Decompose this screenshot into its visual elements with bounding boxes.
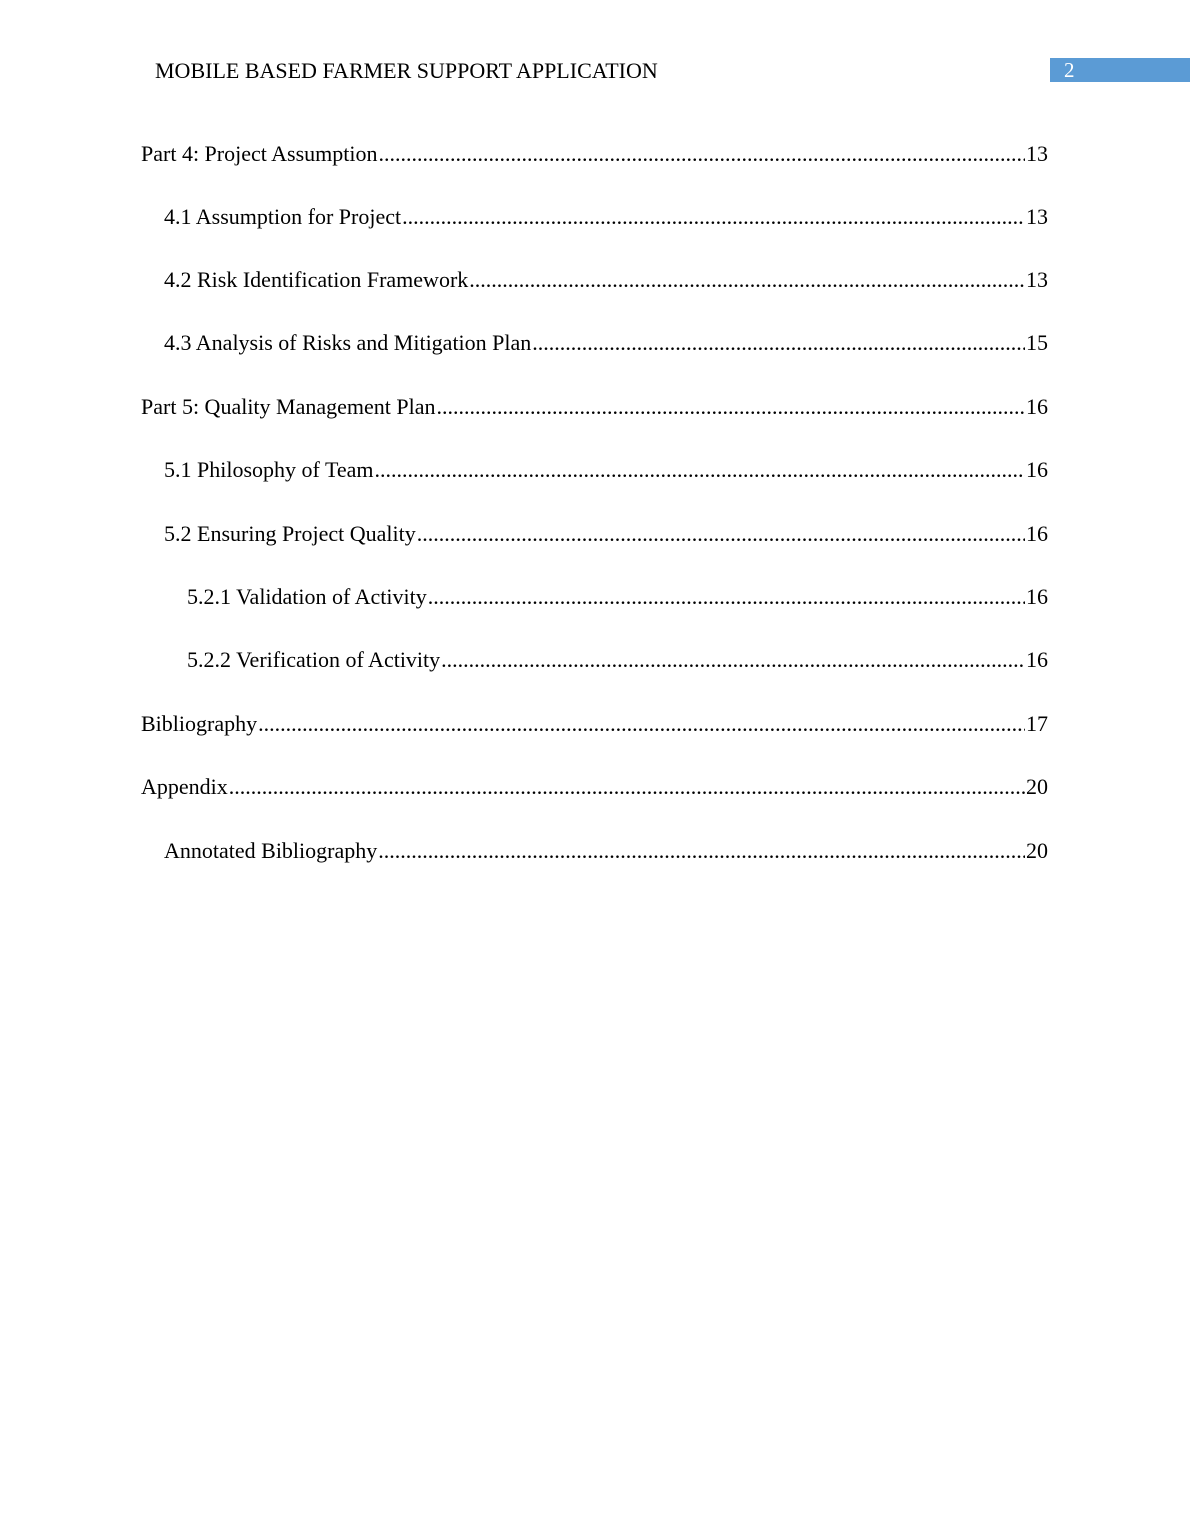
toc-dot-leader bbox=[437, 393, 1026, 421]
toc-dot-leader bbox=[402, 203, 1025, 231]
toc-entry-label: 5.2.1 Validation of Activity bbox=[187, 584, 427, 609]
toc-entry-page: 13 bbox=[1026, 204, 1048, 229]
page-number-badge bbox=[1050, 58, 1190, 82]
toc-dot-leader bbox=[417, 520, 1025, 548]
toc-dot-leader bbox=[441, 646, 1025, 674]
toc-entry-page: 13 bbox=[1026, 141, 1048, 166]
toc-entry-label: Part 5: Quality Management Plan bbox=[141, 394, 436, 419]
toc-entry-label: 4.2 Risk Identification Framework bbox=[164, 267, 469, 292]
toc-dot-leader bbox=[378, 837, 1025, 865]
toc-entry-page: 16 bbox=[1026, 647, 1048, 672]
toc-dot-leader bbox=[379, 140, 1026, 168]
toc-entry-page: 13 bbox=[1026, 267, 1048, 292]
toc-dot-leader bbox=[428, 583, 1025, 611]
toc-entry-label: Annotated Bibliography bbox=[164, 838, 378, 863]
toc-entry-page: 20 bbox=[1026, 838, 1048, 863]
toc-entry-page: 16 bbox=[1026, 584, 1048, 609]
page-number: 2 bbox=[1064, 58, 1075, 82]
toc-entry-label: Appendix bbox=[141, 774, 228, 799]
toc-entry[interactable] bbox=[164, 520, 1048, 548]
toc-entry[interactable] bbox=[141, 393, 1048, 421]
toc-entry-label: 4.1 Assumption for Project bbox=[164, 204, 402, 229]
toc-entry[interactable] bbox=[164, 456, 1048, 484]
toc-entry[interactable] bbox=[141, 140, 1048, 168]
toc-entry-page: 16 bbox=[1026, 521, 1048, 546]
toc-entry[interactable] bbox=[141, 773, 1048, 801]
toc-entry[interactable] bbox=[164, 837, 1048, 865]
toc-entry-label: 5.1 Philosophy of Team bbox=[164, 457, 374, 482]
toc-entry-page: 20 bbox=[1026, 774, 1048, 799]
toc-entry-label: 5.2 Ensuring Project Quality bbox=[164, 521, 416, 546]
toc-entry[interactable] bbox=[164, 329, 1048, 357]
toc-entry[interactable] bbox=[141, 710, 1048, 738]
toc-entry-page: 16 bbox=[1026, 394, 1048, 419]
toc-entry[interactable] bbox=[164, 203, 1048, 231]
toc-entry-label: 4.3 Analysis of Risks and Mitigation Plan bbox=[164, 330, 532, 355]
toc-dot-leader bbox=[258, 710, 1025, 738]
running-head: MOBILE BASED FARMER SUPPORT APPLICATION bbox=[155, 58, 658, 83]
toc-dot-leader bbox=[229, 773, 1025, 801]
toc-entry-page: 17 bbox=[1026, 711, 1048, 736]
toc-entry-page: 16 bbox=[1026, 457, 1048, 482]
toc-entry-label: 5.2.2 Verification of Activity bbox=[187, 647, 441, 672]
toc-entry[interactable] bbox=[187, 583, 1048, 611]
toc-dot-leader bbox=[469, 266, 1025, 294]
toc-entry-label: Bibliography bbox=[141, 711, 258, 736]
toc-entry-page: 15 bbox=[1026, 330, 1048, 355]
toc-entry[interactable] bbox=[187, 646, 1048, 674]
toc-entry[interactable] bbox=[164, 266, 1048, 294]
toc-entry-label: Part 4: Project Assumption bbox=[141, 141, 378, 166]
toc-dot-leader bbox=[375, 456, 1026, 484]
toc-dot-leader bbox=[532, 329, 1025, 357]
